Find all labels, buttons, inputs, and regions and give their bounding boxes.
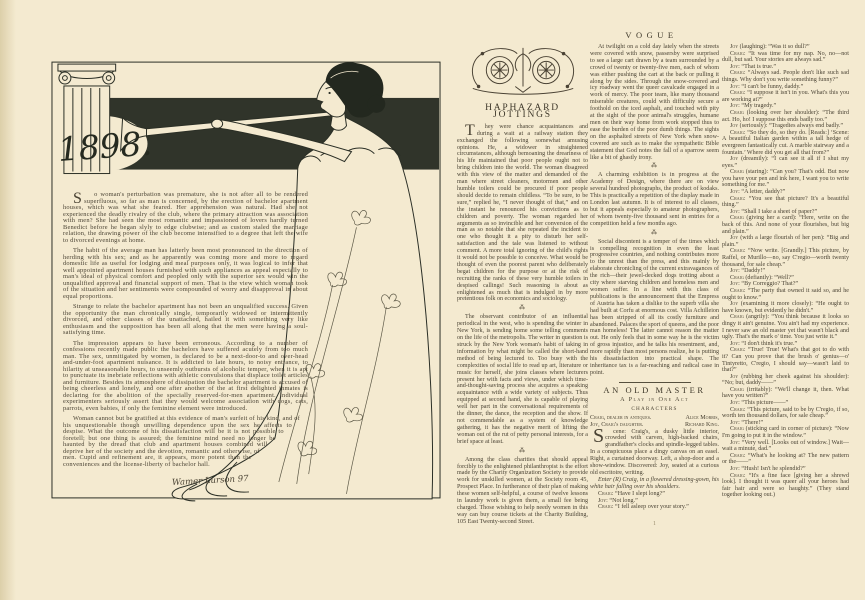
dialogue-line: Craig: “This picture, said to be by C'regio, if so, worth ten thousand dollars, for sale cheap.” bbox=[722, 406, 849, 420]
dialogue-line: Craig (sticking card in corner of picture): “Now I'm going to put it in the window.” bbox=[722, 426, 849, 440]
dialogue-line: Craig (staring): “Can you? That's odd. But now you have your pen and ink here, I want you to write something for me.” bbox=[722, 169, 849, 189]
cast-row bbox=[590, 415, 719, 422]
article-title: HAPHAZARD JOTTINGS bbox=[485, 103, 560, 120]
dialogue-line: Joy: “Not long.” bbox=[598, 497, 638, 504]
dialogue-line: Craig: “I fell asleep over your story.” bbox=[598, 504, 689, 511]
dialogue-line: Joy (dreamily): “I can see it all if I shut my eyes.” bbox=[722, 156, 849, 169]
dialogue-line: Joy: “Very well. [Looks out of window.] Wait—wait a minute, dad.” bbox=[722, 439, 849, 453]
dialogue-line: Craig: “It was time for my nap. No, no—not dull, but sad. Your stories are always sad.” bbox=[722, 50, 849, 64]
dialogue-line: Craig: “So they do, so they do. [Reads:] ‘Scene: A beautiful Italian garden within a tall hedge of evergreen fantastically cut. A marble stairway and a fountain.’ Where did you get all that from?” bbox=[722, 129, 849, 156]
dialogue-line: Joy: “I don't think it's true.” bbox=[730, 340, 798, 347]
dialogue-line: Joy: “That is true.” bbox=[730, 63, 777, 70]
paragraph: The impression appears to have been erroneous. According to a number of confessions recently made public the bachelors have suffered acutely from too much man. The sex, unmitigated by women, is declared to be a next-door-to and over-head and-under-foot apartment nuisance. It is addicted to late hours, to noisy entrance, to hilarity at unseasonable hours, to unseemly outbursts of alcoholic temper, when it is apt to punctuate its inebriate reflections with athletic convulsions that displace toilet articles and furniture. Besides its atmosphere of dissipation the bachelor apartment is accused of being cheerless and lonely, and one after another of the at first delighted inmates is declaring for the abolition of the specially reserved-for-men apartment. Individual experimenters seriously assert that they would welcome association with dogs, cats, parrots, even babies, if only the feminine element were introduced. bbox=[63, 339, 308, 412]
paragraph: A charming exhibition is in progress at the Academy of Design, where there are on view several hundred photographs, the product of kodaks. This is practically a repetition of the display made in London last autumn. It is of interest to all classes, but it appeals especially to amateur photographers, of whom twenty-five thousand sent in entries for a competition held a few months ago. bbox=[590, 172, 719, 227]
dialogue-line: Joy: “This picture——” bbox=[730, 400, 789, 407]
folio-page-number: 1 bbox=[653, 521, 656, 527]
eye bbox=[328, 92, 330, 94]
paragraph: Among the class charities that should appeal forcibly to the enlightened philanthropist is the effort made by the Charity Organization Society to provide work for unskilled women, at the Society room 45, Prospect Place. In furtherance of their plan of making these women self-helpful, a course of twelve lessons in laundry work is given them, a small fee being charged. Those wishing to help needy women in this way can buy course tickets at the Charity Building, 105 East Twenty-second Street. bbox=[457, 456, 588, 525]
dialogue-line: Craig: “What's he looking at? The new pattern or the——” bbox=[722, 452, 849, 466]
paragraph: They were chance acquaintances and during a wait at a railway station they exchanged the following somewhat amusing opinions. He, a widower in straightened circumstances, although bemoaning the dreariness of his life maintained that poor people ought not to bring children into the world. The woman disagreed with this view of the matter and demanded of the man where street cleaners, motormen and other humble toilers could be procured if poor people should decide to remain childless. “To be sure, to be sure,” replied he, “I never thought of that,” and on the instant he renounced his convictions as to children and poverty. The woman regarded her arguments as so invincible and her conversion of the man as so notable that she repeated the incident to one who thought it a pity to disturb her self-satisfaction and the tale was listened to without comment. A more total ignoring of the child's rights it would not be possible to conceive. What would be thought of even the poorest parent who deliberately begat children for the purpose or at the risk of recruiting the ranks of these very humble toilers in despised callings! Such reasoning is about as enlightened as much that is indulged in by more pretentious folk on economics and sociology. bbox=[457, 121, 588, 303]
dialogue-line: Craig: “True! True! What's that got to do with it? Can you prove that the brush o' genius—o' Tintyretto, C'regio, I should say—wasn't laid to that?” bbox=[722, 347, 849, 374]
section-separator-ornament: ⁂ bbox=[651, 229, 658, 236]
play-title: AN OLD MASTER bbox=[603, 384, 706, 395]
dialogue-line: Joy (examining it more closely): “He ought to have known, but evidently he didn't.” bbox=[722, 301, 849, 314]
essay-text-block bbox=[63, 192, 308, 474]
paragraph: The habit of the average man has latterly been most pronounced in the direction of herding with his sex; and as he apparently was coming more and more to regard domestic life as useful for lodging and meal purposes only, it was logical to infer that well appointed apartment houses furnished with such appliances as appeal especially to man's ideal of physical comfort and peopled only with the superior sex would win the unqualified approval and financial support of men. That is the view which woman took of the situation and her sentiments were compounded of worry and disapproval in about equal proportions. bbox=[63, 247, 308, 300]
scene-description: Scene: Craig's, a dusky little interior, crowded with carven, high-backed chairs, grandfather's clocks and spindle-legged tables. In a conspicuous place a dingy canvas on an easel. Right, a curtained doorway. Left, a shop-door and a show-window. Discovered: Joy, seated at a curious old escritoire, writing. bbox=[590, 424, 719, 476]
column-3 bbox=[722, 44, 849, 499]
cast-actor: Richard King. bbox=[685, 421, 719, 428]
section-separator-ornament: ⁂ bbox=[519, 305, 526, 312]
cast-role: Joy, Craig's daughter. bbox=[590, 421, 644, 428]
dialogue-line: Joy: “Shall I take a sheet of paper?” bbox=[730, 208, 818, 215]
dialogue-line: Joy: “A letter, daddy?” bbox=[730, 189, 786, 196]
paragraph: So woman's perturbation was premature, she is not after all to be rendered superfluous, so far as man is concerned, by the erection of bachelor apartment houses, which was what she feared. Her apprehension was natural. Had she not experienced the deadly rivalry of the club, where the primary attraction was association with men? She had seen the most romantic and impassioned of lovers hardly turned Benedict before he began slyly to edge clubwise; and as custom staled the marriage relation, the drawing power of the club become intensified to a degree that left the wife to divorced evenings at home. bbox=[63, 190, 308, 244]
headpiece-ornament bbox=[464, 44, 582, 100]
year-1898-script: 1898. bbox=[56, 124, 154, 170]
page-left-edge-shadow bbox=[0, 0, 16, 600]
section-separator-ornament: ⁂ bbox=[519, 447, 526, 454]
dialogue-line: Craig: “I suppose it isn't in you. What's this you are working at?” bbox=[722, 90, 849, 103]
dialogue-line: Craig (defiantly): “Well?” bbox=[730, 274, 794, 281]
characters-label: CHARACTERS bbox=[631, 405, 678, 412]
paragraph: At twilight on a cold day lately when the streets were covered with snow, passersby were surprised to see a large cart drawn by a team surrounded by a crowd of twenty or twenty-five men, each of whom was either pushing the cart at the back or pulling it along by the sides. Through the snow-covered and icy roadway went the queer cavalcade engaged in a work of mercy. The poor team, like many thousand miserable creatures, could with difficulty secure a foothold on the iced asphalt, and touched with pity at the sight of the poor animal's struggles, humane men on their way home from work stopped thus to ease the burden of the poor dumb things. The sights on the asphalted streets of New York when snow-covered are such as to make the sympathetic Bible statement that God notes the fall of a sparrow seem like a bit of ghastly irony. bbox=[590, 44, 719, 161]
dialogue-line: Joy (rubbing her cheek against his shoulder): “No; but, daddy——” bbox=[722, 373, 849, 387]
dialogue-line: Joy: “Hush! Isn't he splendid?” bbox=[730, 466, 806, 472]
dialogue-line: Craig: “Always sad. People don't like such sad things. Why don't you write something funny?” bbox=[722, 70, 849, 83]
dialogue-line: Craig: “The party that owned it said so, and he ought to know.” bbox=[722, 287, 849, 301]
cast-role: Craig, dealer in antiques. bbox=[590, 414, 652, 421]
cast-actor: Alice Morris, bbox=[685, 414, 719, 421]
masthead-vogue: VOGUE bbox=[625, 30, 678, 40]
dialogue-line: Craig: “It's a fine face [giving her a shrewd look]. I thought it was queer all your heroes had fair hair and were so haughty.” (They stand together looking out.) bbox=[722, 472, 849, 499]
dialogue-line: Craig: “You see that picture? It's a beautiful thing.” bbox=[722, 195, 849, 209]
play-dialogue-continued bbox=[722, 44, 849, 499]
dialogue-line: Joy: “I can't be funny, daddy.” bbox=[730, 83, 804, 90]
play-dialogue bbox=[590, 491, 719, 512]
dialogue-line: Joy: “By Correggio? That?” bbox=[730, 281, 799, 288]
dialogue-line: Craig (angrily): “You think because it looks so dingy it ain't genuine. You ain't had my experience. I never saw an old master yet that wasn't black and ugly. That's the mark o' time. You just write it.” bbox=[722, 314, 849, 341]
paragraph: The observant contributor of an influential periodical in the west, who is spending the winter in New York, is sending home some telling comments on the life of the metropolis. The writer in question is struck by the New York woman's habit of taking in information by what might be called the short-hand method of being lectured to. Too busy with the complexities of social life to read up art, literature or music for herself, she joins classes where lecturers present her with facts and views, under which time-and-thought-saving process she acquires a speaking acquaintance with a wide variety of subjects. Thus equipped at second hand, she is capable of playing well her part in the conversational requirements of the dinner, the dance, the reception and the show. If not commendable as a system of knowledge gathering, it has the negative merit of lifting the woman out of the rut of petty personal interests, for a brief space at least. bbox=[457, 314, 588, 445]
artist-signature: Wamer Lurson 97 bbox=[171, 474, 249, 488]
column-2 bbox=[590, 44, 719, 511]
dialogue-line: Craig (looking over her shoulder): “The third act. Ho, ho! I suppose this ends badly too.” bbox=[722, 109, 849, 123]
dialogue-line: Joy: “There!” bbox=[730, 419, 764, 426]
dialogue-line: Joy (laughing): “Was it so dull?” bbox=[730, 44, 810, 50]
paragraph: Social discontent is a temper of the times which is compelling recognition in even the least progressive countries, and nothing contributes more to the unrest than the press, and this mainly by elaborate chronicling of the current extravagances of the rich—their jewel-decked dogs trotting about a city where starving children and homeless men and women suffer. In a line with this class of publications is the announcement that the Empress of Austria has taken a dislike to the superb villa she had built at Corfu at enormous cost. Villa Achilleion has been stripped of all its costly furniture and abandoned. Palaces the sport of queens, and the poor man homeless! The latter cannot reason the matter out. He only feels that in some way he is the victim of gross injustice, and he talks his resentment, and, more rapidly than most persons realize, he is putting his dissatisfaction into practical shape. The inheritance tax is a far-reaching and radical case in point. bbox=[590, 238, 719, 376]
play-subtitle: A Play in One Act bbox=[620, 395, 689, 403]
dialogue-line: Joy (with a large flourish of her pen): “Big and plain.” bbox=[722, 235, 849, 248]
section-separator-ornament: ⁂ bbox=[651, 163, 658, 170]
dialogue-line: Craig: “Now write. [Grandly.] This picture, by Raffel, or Murillo—no, say C'regio—worth twenty thousand, for sale cheap.” bbox=[722, 248, 849, 268]
dialogue-line: Joy: “My tragedy.” bbox=[730, 103, 777, 110]
paragraph: Strange to relate the bachelor apartment has not been an unqualified success. Given the opportunity the man chronically single, temporarily widowed or intermittently divorced, and other classes of the unattached, hailed it with something very like enthusiasm and the supposition has been all along that the men were having a soul-satisfying time. bbox=[63, 303, 308, 336]
dialogue-line: Craig (giving her a card): “Here, write on the back of this. And none of your flourishes, but big and plain.” bbox=[722, 215, 849, 235]
hair-bun bbox=[367, 95, 385, 113]
dialogue-line: Joy (seriously): “Tragedies always end badly.” bbox=[730, 123, 844, 130]
dialogue-line: Joy: “Daddy!” bbox=[730, 268, 766, 275]
section-rule bbox=[619, 382, 691, 383]
cast-row bbox=[590, 422, 719, 429]
hand bbox=[212, 119, 223, 128]
paragraph: Woman cannot but be gratified at this evidence of man's surfeit of his kind, and of his unquestionable though unwilling dependence upon the sex he affects to despise. What the outcome of his dissatisfaction will be it is not possible to foretell; but one thing is assured; the feminine mind need no longer be haunted by the dread that club and apartment houses combined will deprive her of the society and the devotion, romantic and otherwise, of men. Cupid and refinement are, it appears, more potent than the conveniences and the license-liberty of bachelor hall. bbox=[63, 415, 300, 468]
dialogue-line: Craig: “Have I slept long?” bbox=[598, 490, 665, 497]
stage-direction: Enter (R) Craig, in a flowered dressing-gown, his white hair falling over his shoulders. bbox=[590, 476, 719, 490]
dialogue-line: Craig (irritably): “We'll change it, then. What have you written?” bbox=[722, 386, 849, 400]
column-1 bbox=[457, 44, 588, 526]
